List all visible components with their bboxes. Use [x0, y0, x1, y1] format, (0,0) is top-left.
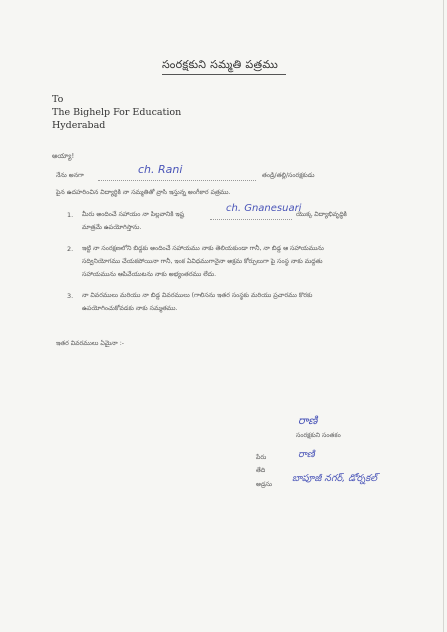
- item-3-line1: నా వివరములు మరియు నా బిడ్డ వివరములు (గాలిసను ఇతర సంస్థకు మరియు ప్రచారము కొరకు: [82, 292, 313, 299]
- address-handwritten: బాపూజీ నగర్, డోర్నకల్: [292, 473, 377, 484]
- page-edge-line: [443, 0, 444, 632]
- letter-title: సంరక్షకుని సమ్మతి పత్రము: [162, 58, 279, 71]
- address-organization: The Bighelp For Education: [52, 107, 182, 118]
- intro-prefix: నేను అనగా: [56, 172, 84, 179]
- item-1-line1-suffix: యొక్క విద్యాభివృద్ధికి: [296, 211, 347, 218]
- intro-relation: తండ్రి/తల్లి/సంరక్షకుడు: [262, 172, 315, 179]
- item-3-number: 3.: [67, 292, 74, 300]
- intro-name-dotted-line: [98, 180, 256, 181]
- address-label: అడ్రసు: [256, 481, 273, 488]
- item-1-line1-prefix: మీరు అందించే సహాయం నా పిల్లవానికి ఇష్ట: [82, 211, 185, 218]
- item-1-number: 1.: [67, 211, 74, 219]
- address-city: Hyderabad: [52, 120, 106, 131]
- signature-label: సంరక్షకుని సంతకం: [296, 432, 341, 439]
- item-2-number: 2.: [67, 245, 74, 253]
- item-1-line2: మాత్రమే ఉపయోగిస్తాను.: [82, 224, 142, 231]
- item-1-dotted-line: [210, 219, 292, 220]
- item-2-line1: ఇట్టి నా సంరక్షణలోని బిడ్డకు అందించే సహాయము నాకు తెలియకుండా గానీ, నా బిడ్డ ఆ సహాయమును: [82, 245, 324, 252]
- item-2-line2: సద్వినియోగము చేయకపోయినా గానీ, ఇంక ఏవిధముగానైనా అక్రమ కోర్సులుగా పై సంస్థ నాకు మద్దతు: [82, 258, 323, 265]
- name-handwritten: రాణి: [298, 449, 315, 460]
- other-details-label: ఇతర వివరములు ఏమైనా :-: [56, 340, 125, 347]
- salutation: అయ్యా!: [52, 152, 75, 160]
- item-2-line3: సహాయమును ఆపివేయుటను నాకు అభ్యంతరము లేదు.: [82, 271, 217, 278]
- item-3-line2: ఉపయోగించుకోవడకు నాకు సమ్మతము.: [82, 305, 178, 312]
- date-label: తేది: [256, 467, 266, 474]
- name-label: పేరు: [256, 454, 267, 461]
- intro-line-2: పైన ఉదహరించిన విద్యార్థికి నా సమ్మతితో వ్రాసి ఇస్తున్న అంగీకార పత్రము.: [56, 189, 231, 196]
- student-name-handwritten: ch. Gnanesuari: [226, 203, 302, 214]
- guardian-signature-handwritten: రాణి: [298, 414, 318, 427]
- title-underline: [162, 74, 286, 75]
- guardian-name-handwritten: ch. Rani: [138, 163, 183, 176]
- address-to: To: [52, 94, 64, 105]
